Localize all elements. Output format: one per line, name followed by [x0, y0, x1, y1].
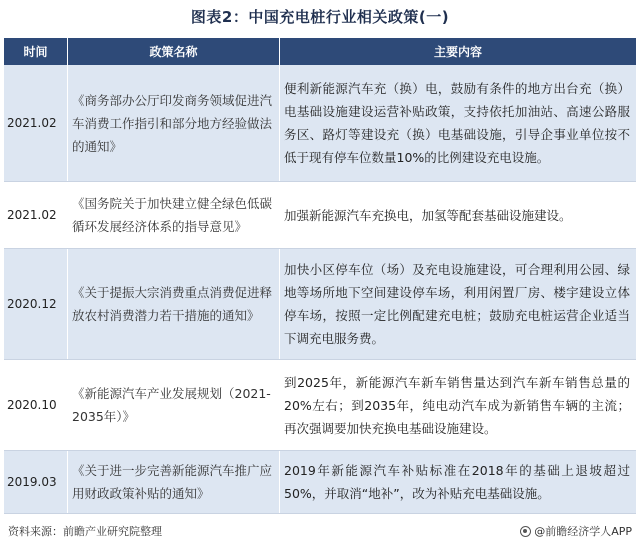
- page-title: 图表2：中国充电桩行业相关政策(一): [190, 8, 450, 26]
- table-row: [4, 249, 636, 360]
- table-row: [4, 65, 636, 182]
- row-content: 2019年新能源汽车补贴标准在2018年的基础上退坡超过50%，并取消“地补”，改为补贴充电基础设施。: [284, 463, 630, 501]
- row-content: 便利新能源汽车充（换）电，鼓励有条件的地方出台充（换）电基础设施建设运营补贴政策，支持依托加油站、高速公路服务区、路灯等建设充（换）电基础设施，引导企事业单位按不低于现有停车位数量10%的比例建设充电设施。: [284, 81, 630, 165]
- header-content: 主要内容: [433, 45, 482, 59]
- table-row: [4, 360, 636, 451]
- row-date: 2020.12: [4, 249, 68, 359]
- brand-text: @前瞻经济学人APP: [534, 525, 632, 538]
- row-date: 2021.02: [4, 182, 68, 248]
- table-header: [4, 38, 636, 65]
- qianzhan-logo-icon: [520, 526, 531, 537]
- row-policy-name: 《关于提振大宗消费重点消费促进释放农村消费潜力若干措施的通知》: [68, 249, 280, 359]
- brand-credit: [520, 523, 632, 539]
- header-date: 时间: [4, 38, 68, 65]
- row-content: 到2025年，新能源汽车新车销售量达到汽车新车销售总量的20%左右；到2035年，纯电动汽车成为新销售车辆的主流；再次强调要加快充换电基础设施建设。: [284, 374, 630, 436]
- row-content: 加强新能源汽车充换电，加氢等配套基础设施建设。: [284, 207, 572, 223]
- row-policy-name: 《商务部办公厅印发商务领域促进汽车消费工作指引和部分地方经验做法的通知》: [68, 65, 280, 181]
- row-date: 2019.03: [4, 451, 68, 513]
- header-policy-name: 政策名称: [68, 38, 280, 65]
- table-row: [4, 451, 636, 514]
- footer: [0, 520, 640, 540]
- policy-table: [4, 38, 636, 514]
- row-policy-name: 《国务院关于加快建立健全绿色低碳循环发展经济体系的指导意见》: [68, 182, 280, 248]
- row-date: 2021.02: [4, 65, 68, 181]
- row-content: 加快小区停车位（场）及充电设施建设，可合理利用公园、绿地等场所地下空间建设停车场，利用闲置厂房、楼宇建设立体停车场，按照一定比例配建充电桩；鼓励充电桩运营企业适当下调充电服务费。: [284, 262, 630, 346]
- row-policy-name: 《新能源汽车产业发展规划（2021-2035年）》: [68, 360, 280, 450]
- table-row: [4, 182, 636, 249]
- row-date: 2020.10: [4, 360, 68, 450]
- source-note: 资料来源：前瞻产业研究院整理: [8, 525, 162, 538]
- row-policy-name: 《关于进一步完善新能源汽车推广应用财政政策补贴的通知》: [68, 451, 280, 513]
